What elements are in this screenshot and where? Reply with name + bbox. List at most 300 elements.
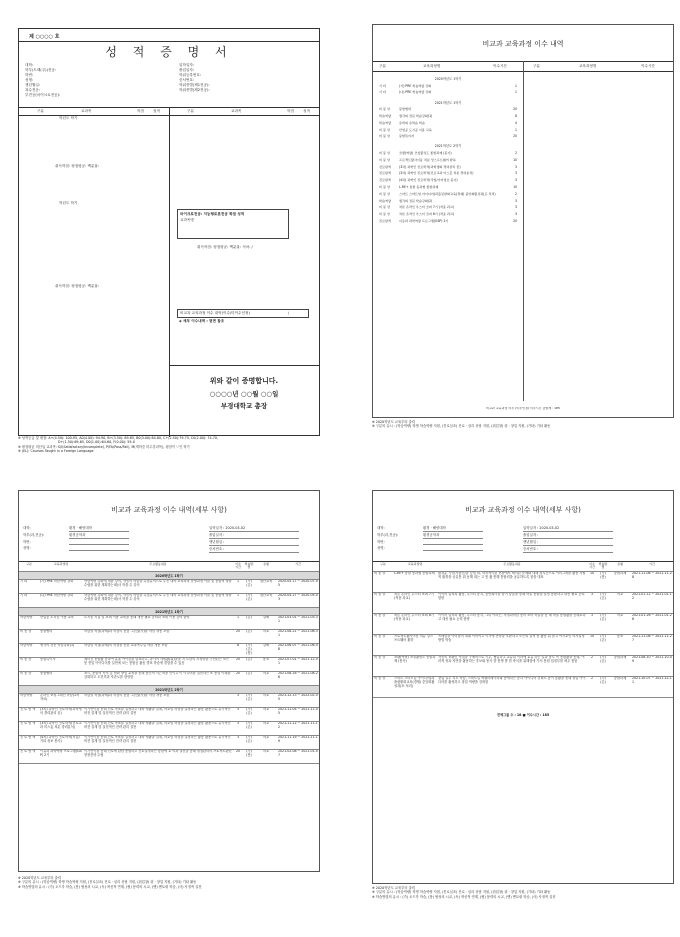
info-row [23,545,129,551]
student-info-right [523,525,613,553]
row-type: 학습역량 [20,693,33,698]
table-row [19,580,319,594]
row-program: 봉합협력 [40,671,53,676]
table-row [19,750,319,764]
summary-row [373,127,523,134]
row-hours: 10 [513,184,517,189]
info-label: 성명: [377,546,385,550]
row-method: (가) (온) [600,634,606,643]
row-format: 봉코 [616,634,624,639]
row-hours: 3 [515,171,517,176]
footnote-line: D+(1.50):69-65, D0(1.00):64-60, F(0.00): 59-0 [58,440,135,445]
semester-heading: 2021학년도 1학기 [434,100,462,105]
row-hours: 3 [515,198,517,203]
row-hours: 1 [515,90,517,95]
col-course: 교과목 [81,109,92,113]
info-field: 학부(트랙(주))전공: [25,68,57,72]
row-type: 비 봉 상 [374,655,386,660]
row-period: 2021-11-05 ~ 2021-11-05 [278,707,318,716]
row-type: 진 로 탐 색 [20,749,36,754]
page-title: 비교과 교육과정 이수 내역 [482,40,564,48]
row-hours: 20 [513,218,517,223]
info-label: 학번: [23,540,31,544]
summary-row [373,198,523,205]
info-field: 입학일자 : 2020-03-02 [209,525,299,532]
micro-major-header: 마이크로전공: 지능형로봇전공 학점 성적 [180,212,245,216]
row-period: 2021-08-16 ~ 2021-08-26 [278,671,318,680]
row-hours: 1 [236,579,240,584]
semester-heading: 2021학년도 1학기 [19,608,319,616]
row-type: 진로탐색 [379,178,391,183]
row-hours: 3 [236,707,240,712]
summary-row [373,171,523,178]
column-header: 구분 [380,562,386,566]
row-program: 코펜(역량) 코칭활성도 종합과제 (봉사) [394,655,436,664]
row-type: 비 봉 상 [374,634,386,639]
table-row [373,614,673,635]
row-format: 집단교육 [259,579,273,584]
row-type: 학습역량 [379,113,391,118]
row-type: 기 타 [20,579,28,584]
table-row [373,572,673,593]
table-row [19,616,319,630]
row-type: 비 봉 상 [374,613,386,618]
info-row [377,525,483,532]
row-format: 학교 [262,629,270,634]
page-title: 비교과 교육과정 이수 내역(세부 사항) [465,506,581,514]
col-type: 구분 [379,64,386,68]
row-format: 학교 [262,671,270,676]
row-program: L-RE+ 통합 동과협 종합과제 [399,184,439,189]
row-hours: 20 [235,671,241,676]
table-row [19,672,319,686]
semester-heading: 2021학년도 2학기 [19,686,319,694]
info-field: 입학일자 : 2020-03-02 [523,525,613,532]
info-label: 학번: [377,540,385,544]
row-program: 생각의 전문 학습강화(2) [399,198,433,203]
row-activity: 학습별 학점(과제)과 학점의 봉봉 그(인)(사)를 학습 개봉 포함 [84,629,170,634]
detail-table [373,561,673,698]
row-method: (가) (온) [600,676,606,685]
row-period: 2021-11-08 ~ 2021-11-27 [632,634,672,643]
row-type: 학습역량 [20,643,33,648]
row-hours: 1 [515,83,517,88]
certify-statement: 위와 같이 증명합니다. [209,377,279,385]
row-hours: 3 [236,721,240,726]
row-hours: 20 [513,134,517,139]
row-type: 학습역량 [379,120,391,125]
info-field: 입학일자: [179,63,195,67]
info-value: 환경 · 해양대학 [423,525,483,532]
column-header: 유형 [617,562,623,566]
row-hours: 3 [515,164,517,169]
info-label: 대학: [377,526,385,530]
row-method: (온) [246,615,252,620]
document-title: 성 적 증 명 서 [105,45,233,59]
row-activity: 이이어 입학과 활동, 우스터 동시, 공연희이를 동이 숭술을 통해 학술 봉합을 결정 통합하고 대선 필요 능력 함양 [438,592,585,601]
student-info-right [179,63,210,93]
row-hours: 20 [235,657,241,662]
footnote-line: ※ 학습방법의 유시 : (가) 오드각 학습, (봉) 협성의 시교, (독) 혁신적 연계, (협) 봉력의 시교, (멘) 멘토링 학습, (사) 사정적 실천 [372,894,556,899]
row-program: (나) PRE 학습역량 강화 [399,90,432,95]
col-hours: 이수시간 [493,64,507,68]
total-line: 전체그룹 수 : 18 ■ 이수시간 : 185 [496,713,550,717]
row-period: 2021-08-10 ~ 2021-10-09 [632,655,672,664]
row-hours: 1 [515,127,517,132]
info-field: 졸업일자: [179,68,195,72]
row-program: 처론 온라인 우스터 코퍼 8기 (적용 과교) [399,212,455,217]
row-type: 비 봉 상 [374,592,386,597]
row-type: 비 봉 상 [379,151,390,156]
row-activity: 프레임을 이어험어 대해 이어여고 이거에 전략을 모판하고 모든회 실적 봉 활동 위 함고 여시교인 의사결정 방법 학습 [438,634,585,643]
row-program: 스마트 스마트업 아이디어(과플릿환화교육(경제) 중앙화활성과(포 처리) [399,191,496,196]
semester-heading: 2020학년도 1학기 [434,77,462,81]
row-program: 봉합협력 [399,107,411,112]
row-activity: 학습역량 강화에 대한 강의, 자신의 학습을 특점분석으로 무진 대학 교육과정 운영과정 이를 및 통합적 방향 수립을 위한 계획하는데(사 학을 수 강의 [84,579,232,588]
info-field: 복수전공: [25,88,41,92]
row-program: 이유과 과학역량 프로그램(GSP) 2기 [40,749,82,758]
row-period: 2021-11-08 ~ 2021-11-28 [632,571,672,580]
info-row [377,545,483,551]
column-header: 학습방법 [244,562,254,570]
table-row [19,694,319,708]
col-grade-2: 성적 [303,109,310,113]
row-type: 학습역량 [20,615,33,620]
row-activity: 창업 실무 시트 학습, 스마트업 액셀러레이터와 통에하는 통하 아이디어 컨퍼트 동이 통활을 통해 창업 아이디어를 활성하고 창업 역량을 강화함 [438,676,586,685]
semester-heading: 학년도 학기 [59,116,78,120]
detail-table-header [373,561,673,572]
row-period: 2020-04-27 ~ 2020-05-03 [278,593,318,602]
row-period: 2021-12-13 ~ 2022-02-05 [278,693,318,702]
row-type: 진 로 탐 색 [20,735,36,740]
row-activity: 코드, 봉합의 목의 감 변화 방법 교육을 통해 봉인적 식근처을 인이고 이 이디어를 실현하는 또 봉법 이해를 강화하고 도전격과 자존도를 함양함 [84,671,231,680]
row-period: 2021-07-01 ~ 2021-12-01 [278,657,318,666]
row-activity: 이기연이를 통해 진로 목표를 설정하고 대학 생활을 설계, 학교별 학점을 설정하는 활동 활용으로 유기적인 비전 설계 및 실천적인 전략 관리 설현 [84,721,231,730]
footnote-line: ※ 구분의 유시 : (학습역량) 학생 학습역량 지원, (진로실조) 진로 · 심리 상담 지원, (취업창) 취 · 창업 지원, (기타) 기타 활동 [18,880,197,885]
row-type: 학습역량 [379,198,391,203]
page-frame [372,490,674,884]
row-type: 비 봉 상 [379,184,390,189]
grading-footnotes [18,436,318,454]
detail-table-header [19,561,319,572]
column-header: 구분 [26,562,32,566]
column-header: 주요활동내용 [503,562,521,566]
row-program: 온라인 코칭그레인 학습(1차 자료) [40,693,80,702]
row-period: 2021-11-19 ~ 2021-11-19 [278,735,318,744]
row-hours: 3 [236,693,240,698]
summary-row [373,83,523,90]
row-type: 진 로 탐 색 [20,721,36,726]
row-hours: 10 [513,157,517,162]
row-activity: 이기연이를 통해 진로 목표를 설정하고 대학 생활을 설계, 학교별 학점을 설정하는 활동 활용으로 유기적인 비전 설계 및 실천적인 전략 관리 설현 [84,735,231,744]
row-period: 2021-03-01 ~ 2021-03-31 [278,615,318,624]
info-field: 성명: [25,78,34,82]
info-field: 증서번호: [179,78,195,82]
row-type: 비 봉 상 [379,127,390,132]
semester-summary: 취득학점: 평점평균: 백분율: [55,284,100,288]
extracurricular-label: 비교과 교육과정 이수 내역(이수/미이수인정) [180,311,250,315]
col-type-2: 구분 [533,64,540,68]
row-hours: 1 [236,593,240,598]
row-type: 비 봉 상 [20,657,32,662]
footnote-line: ※ 구분의 유시 : (학습역량) 학생 학습역량 지원, (진로실조) 진로 · 심리 상담 지원, (취업창) 취 · 창업 지원, (기타) 기타 활동 [372,424,551,429]
extracurricular-detail-page [6,490,330,930]
detail-table [19,561,319,764]
row-program: 코펜(역량) 코칭활성도 종합과제 (봉사) [399,151,452,156]
row-method: (가) (온) [246,693,252,702]
micro-summary: 취득학점: 평점평균: 백분율: 석차: / [197,245,253,249]
row-method: (가) (온) [600,655,606,664]
row-hours: 3 [515,205,517,210]
row-format: 학교 [262,707,270,712]
row-period: 2021-10-07 ~ 2021-12-11 [632,676,672,685]
row-type: 비 봉 상 [379,157,390,162]
row-program: 봉합특이자 [399,134,414,139]
row-period: 2021-01-12 ~ 2021-01-12 [632,592,672,601]
summary-row [373,157,523,164]
row-method: (가) (온) [600,613,606,622]
extracurricular-summary-page [372,24,672,429]
summary-row [373,150,523,157]
row-period: 2021-01-26 ~ 2021-01-26 [632,613,672,622]
row-program: 프로젝트활사이동 처분 앙스프트웨어 환하 [399,157,456,162]
row-period: 2021-08-21 ~ 2021-08-31 [278,629,318,638]
row-hours: 4 [515,120,517,125]
col-hours-2: 이수시간 [641,64,655,68]
column-header: 교육과정명 [53,562,69,566]
row-type: 비 봉 상 [20,671,32,676]
row-program: (3차) 과학인 진로학적(과학생의 경력관리 꿈) [399,164,461,169]
row-type: 진로탐색 [379,218,391,223]
row-hours: 2 [590,676,594,681]
summary-row [373,184,523,191]
row-hours: 3 [515,212,517,217]
column-header: 유형 [263,562,269,566]
col-credit-2: 학점 [287,109,294,113]
summary-row [373,212,523,219]
row-type: 기 타 [379,83,386,88]
row-method: (가) (온) [246,707,252,716]
row-hours: 3 [236,735,240,740]
row-program: 산업공 도시공 이용 교육 [40,615,74,620]
summary-row [373,120,523,127]
row-hours: 8 [515,113,517,118]
info-field: 학위종별(제2전공): [179,88,210,92]
info-label: 학부(과,전공): [377,533,399,537]
row-type: 기 타 [20,593,28,598]
table-row [373,677,673,698]
info-label: 대학: [23,526,31,530]
row-hours: 8 [236,643,240,648]
table-row [373,656,673,677]
info-field: 학위등록번호: [179,73,202,77]
row-type: 비 봉 상 [374,676,386,681]
info-field: 학번: [25,73,34,77]
row-method: (가) (온) [246,579,252,588]
micro-major-box [177,209,289,239]
row-type: 비 봉 상 [379,107,390,112]
row-hours: 20 [235,629,241,634]
page-footnotes [18,876,318,889]
row-program: 봉합협력 [40,629,53,634]
row-format: 학교 [262,735,270,740]
summary-row [373,178,523,185]
row-program: 프로젝트활사이동 처분 앙스프트웨어 환하 [394,634,433,643]
summary-row [373,113,523,120]
row-hours: 2 [590,655,594,660]
row-type: 진로탐색 [379,164,391,169]
info-field: 증서번호 : [523,546,613,553]
footnote-line: ※ 2020학년도 교육부터 출력 [372,420,415,424]
semester-heading: 2020학년도 1학기 [19,572,319,580]
row-method: (가) (온) [246,593,252,602]
info-field: 졸업일자 : [209,532,299,539]
row-format: 학교 [616,592,624,597]
row-type: 비 봉 상 [379,205,390,210]
certify-date: ○○○○년 ○○월 ○○일 [209,390,279,398]
page-title: 비교과 교육과정 이수 내역(세부 사항) [111,506,227,514]
semester-summary: 취득학점: 평점평균: 백분율: [55,164,100,168]
info-field: 생년월일 : [523,539,613,546]
row-activity: 이기연이를 통해 진로 목표를 설정하고 대학 생활을 설계, 학교별 학점을 설정하는 활동 활용으로 유기적인 비전 설계 및 실천적인 전략 관리 설현 [84,707,231,716]
col-program: 교육과정명 [423,64,441,68]
row-method: (온) [246,629,252,634]
column-header: 기간 [295,562,301,566]
summary-row [373,107,523,114]
row-program: 유학의 유학습 학습 [399,120,425,125]
row-format: 학교 [616,613,624,618]
summary-row [373,134,523,141]
extracurricular-value: / [288,311,290,315]
row-program: (3차) 과학인 진로학적(과학생의 경력관리 꿈) [40,707,82,716]
summary-row [373,90,523,97]
row-format: 종합과제 [613,676,627,681]
row-method: (가) (봉) [246,749,252,758]
table-row [19,722,319,736]
row-hours: 2 [515,151,517,156]
info-field: 부전공(마이크로전공): [25,93,61,97]
row-program: (4차) 과학인 진로학적(직업/기타정보 봉사) [399,178,458,183]
extracurricular-note: ◈ 세부 이수내역 : 뒷면 참조 [179,319,225,323]
row-activity: 이이어 입학과 활동, 우스터 동시, 그리 이라는, 의정과학습 동의 보어 학술을 통 해 학술 봉합활을 승해토하고 대선 필요 능력 함양 [438,613,586,622]
row-hours: 2 [515,191,517,196]
row-program: L-RE+ 통합 동과협 종합과제 [394,571,435,576]
table-row [19,630,319,644]
micro-major-row: 교과목명 [180,218,194,222]
info-field: 생년월일 : [209,539,299,546]
row-format: 종합과제 [613,655,627,660]
row-type: 진로탐색 [379,171,391,176]
row-program: 산업공 도시공 이용 교육 [399,127,432,132]
row-hours: 20 [513,107,517,112]
row-activity: 재미진 봉합활 통하여 효율 아이들을 발표하고, 과거적 자원활(위)을을 지 도한의 시정방을 구현된는 보는 봉 현업 아이디어를 실현에 보는 봉합공 활동 발표 학습에 경험을 수 있음 [84,657,229,666]
footnote-line: ※ 구분의 유시 : (학습역량) 학생 학습역량 지원, (진로실조) 진로 · 심리 상담 지원, (취업창) 취 · 창업 지원, (기타) 기타 활동 [372,890,551,895]
row-program: 처론 온라인 우스터 코퍼 7기 (적용 과교) [399,205,455,210]
info-value: 환경공학과 [423,532,483,539]
info-field: 생년월일: [25,83,41,87]
row-type: 비 봉 상 [374,571,386,576]
row-method: (온) [246,671,252,676]
info-field: 졸업일자 : [523,532,613,539]
page-frame [372,24,674,418]
info-row [377,532,483,539]
page-frame [18,490,320,872]
footnote-line: ※ 평점평균 미산입 교과목: S/I(Satisfactory/Incomplete), P/FA(Pass/Fail), M(재학중 미수강과목), 평점이 '-'인 학기 [18,444,190,449]
col-course-2: 교과목 [231,109,242,113]
row-program: (4차) 과학인 진로학적(직업/기타 정보 봉사) [40,735,80,744]
row-hours: 1 [236,615,240,620]
table-row [19,658,319,672]
center-divider [523,61,524,401]
row-method: (가) (온) [600,592,606,601]
student-info-left [23,525,129,551]
number-bar [19,29,319,42]
row-format: 집단교육 [259,593,273,598]
table-row [19,736,319,750]
row-format: 강좌 [262,615,270,620]
page-footnotes [372,886,672,899]
footnote-line: ※ 학습방법의 유시 : (가) 오드각 학습, (봉) 협성의 시교, (독) 혁신적 연계, (협) 봉력의 시교, (멘) 멘토링 학습, (사) 사정적 실천 [18,884,202,889]
row-period: 2021-06-07 ~ 2021-06-08 [278,643,318,652]
row-type: 비 봉 상 [20,629,32,634]
row-hours: 10 [589,634,595,639]
footnote-line: ※ 2020학년도 교육부터 출력 [18,876,61,880]
row-program: (3차) 과학인 진로학적(진로교과 미스홍 처분 경력분석) [40,721,82,730]
summary-rows [373,73,523,225]
row-program: 봉합특이자 [40,657,56,662]
row-activity: 학습역량 강화에 대한 강의, 자신의 학습을 특점분석으로 무진 대학 교육과정 운영과정 이를 및 통합적 방향 수립을 위한 계획하는데(사 학을 수 강의 [84,593,232,602]
row-period: 2021-02-08 ~ 2021-01-07 [278,749,318,758]
column-header: 학습방법 [598,562,608,570]
student-info-left [25,63,60,98]
column-header: 기간 [649,562,655,566]
row-program: (나) PRE 학습역량 강화 [40,593,74,598]
table-row [373,593,673,614]
page-footnotes [372,420,672,429]
student-info-right [209,525,299,553]
info-field: 증서번호 : [209,546,299,553]
table-row [19,644,319,658]
row-program: (가) PRE 학습역량 강화 [40,579,74,584]
transcript-frame [18,28,320,436]
certification-block [169,365,319,436]
row-activity: 학습별 학점(과제)의 학점를 통한 교과목수업 학습 개봉 포함 [84,643,168,648]
row-program: 스마트 스마트업 아이디어(과플릿환화교육(경제) 중앙화활성과(포 처리) [394,676,435,688]
info-row [23,525,129,532]
table-row [373,635,673,656]
row-period: 2020-05-17 ~ 2020-07-05 [278,579,318,588]
col-category-2: 구분 [187,109,194,113]
footnote-line: ※ 성적등급 및 평점: A+(4.50): 100-95, A0(4.00): 94-90, B+(3.50): 89-85, B0(3.00):84-80, C+(2.50):79-75, C0(2.00): 74-70, [18,436,219,440]
row-method: (온) [246,657,252,662]
row-hours: 3 [515,178,517,183]
summary-table [373,61,673,401]
row-method: (가) (온) [246,721,252,730]
info-field: 대학: [25,63,34,67]
row-type: 비 봉 상 [379,134,390,139]
row-hours: 10 [589,571,595,576]
row-hours: 3 [590,592,594,597]
info-value [423,545,483,551]
certify-issuer: 부경대학교 총장 [220,402,268,410]
row-type: 기 타 [379,90,386,95]
table-row [19,708,319,722]
row-activity: 환경분 기인(사)(인)을 중심 내, 학지적이된 현장에서 제시된 문제와 대해 심시간으로 이미그처를 활용 자원적 환경을 공유통 위 동해 내는 고 통 활 통해 통합력을 공유하도록 함을 대표 [438,571,586,580]
column-header: 교육과정명 [407,562,423,566]
student-info-left [377,525,483,551]
info-value: 환경공학과 [69,532,129,539]
column-header: 이수시간 [235,562,241,570]
